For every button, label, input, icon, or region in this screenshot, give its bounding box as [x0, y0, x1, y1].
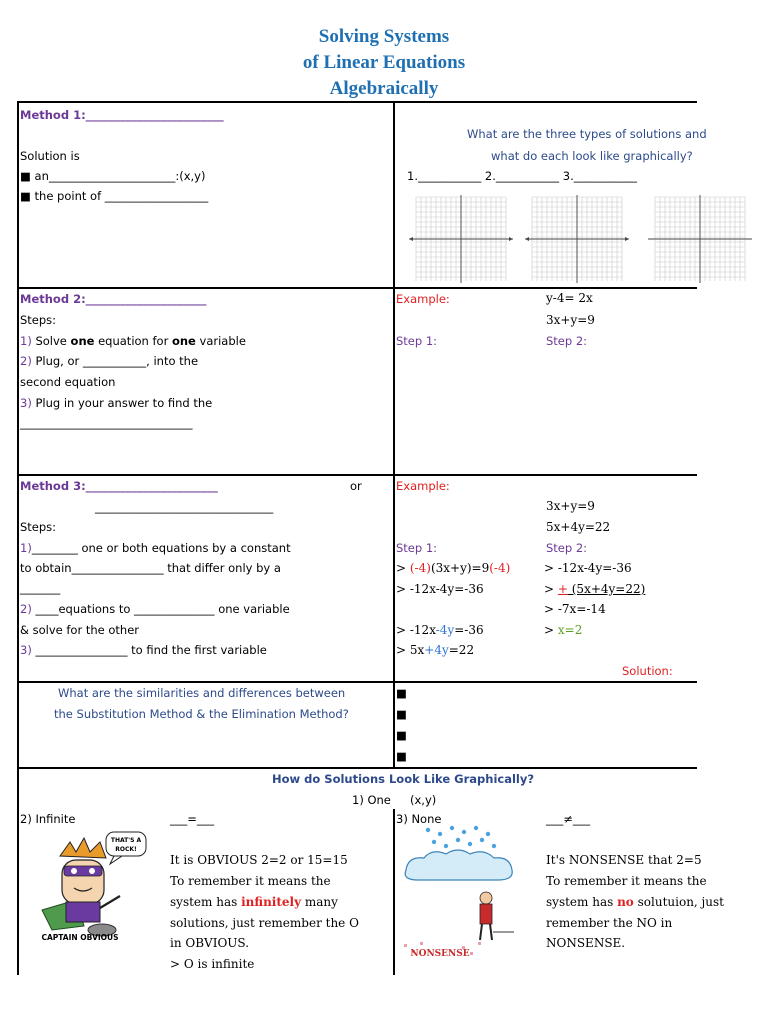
nonsense-caption: NONSENSE: [410, 949, 470, 959]
line-text: many: [301, 895, 338, 909]
highlighted-term: -4y: [435, 623, 455, 637]
method2-step1-label: Step 1:: [396, 334, 438, 348]
one-solution-label: 1) One: [352, 793, 391, 807]
emphasis-infinitely: infinitely: [241, 895, 302, 909]
compare-bullet: ■: [396, 728, 407, 742]
step-emphasis: one: [171, 334, 196, 348]
method2-step-3: [20, 396, 212, 410]
method3-step-2: [20, 602, 290, 616]
highlighted-term: +4y: [424, 643, 449, 657]
elimination-left-line-3: [396, 623, 484, 637]
step-text: Plug, or ___________, into the: [31, 354, 199, 368]
infinite-text-4: solutions, just remember the O: [170, 916, 359, 930]
line-text: >: [544, 623, 558, 637]
method3-steps: Steps:: [20, 520, 57, 534]
method3-blank-line: _______________________________: [95, 500, 274, 514]
step-number: 2): [20, 602, 32, 616]
hair-shape: [60, 838, 106, 858]
line-text: =-36: [454, 623, 484, 637]
mask-shape: [64, 866, 102, 876]
infinite-text-2: To remember it means the: [170, 874, 331, 888]
method1-bullet-2: ■ the point of __________________: [20, 189, 209, 203]
infinite-text-3: [170, 895, 338, 909]
elimination-right-line-1: > -12x-4y=-36: [544, 561, 632, 575]
method3-step2-label: Step 2:: [546, 541, 588, 555]
title-line-1: Solving Systems: [318, 26, 450, 47]
emphasis-no: no: [617, 895, 634, 909]
compare-bullet: ■: [396, 686, 407, 700]
grid-line: [17, 101, 697, 103]
elimination-right-line-3: > -7x=-14: [544, 602, 606, 616]
coordinate-grid-2: [522, 195, 632, 283]
method3-step-3: [20, 643, 267, 657]
elimination-right-line-2: [544, 582, 645, 596]
step-text: ____equations to ______________ one variable: [31, 602, 290, 616]
elimination-left-line-4: [396, 643, 474, 657]
grid-line: [17, 474, 697, 476]
grid-line: [17, 101, 19, 975]
grid-line: [393, 809, 395, 975]
line-text: (3x+y)=9: [430, 561, 490, 575]
line-text: system has: [546, 895, 618, 909]
bubble-line-2: ROCK!: [115, 846, 137, 853]
step-number: 1): [20, 541, 32, 555]
method2-label: Method 2:_____________________: [20, 292, 207, 306]
line-text: >: [396, 561, 410, 575]
method3-example-label: Example:: [396, 479, 450, 493]
captain-obvious-caption: CAPTAIN OBVIOUS: [41, 933, 119, 942]
captain-obvious-illustration: [36, 830, 148, 942]
method1-label: Method 1:________________________: [20, 108, 224, 122]
title-line-2: of Linear Equations: [302, 52, 466, 73]
method2-example-label: Example:: [396, 292, 450, 306]
infinite-text-5: in OBVIOUS.: [170, 936, 250, 950]
method2-equation-2: 3x+y=9: [546, 313, 595, 327]
method1-solution-is: Solution is: [20, 149, 80, 163]
cloud-shape: [405, 850, 512, 880]
method1-bullet-1: ■ an______________________:(x,y): [20, 169, 206, 183]
elimination-right-line-4: [544, 623, 582, 637]
method2-equation-1: y-4= 2x: [546, 291, 593, 305]
method2-step-2-cont: second equation: [20, 375, 116, 389]
elimination-left-line-2: > -12x-4y=-36: [396, 582, 484, 596]
line-text: >: [544, 582, 558, 596]
eye-shape: [71, 868, 77, 874]
bubble-line-1: THAT'S A: [110, 837, 142, 844]
none-text-4: remember the NO in: [546, 916, 673, 930]
method2-step-3-cont: ______________________________: [20, 416, 193, 430]
none-text-1: It's NONSENSE that 2=5: [546, 853, 702, 867]
step-text: equation for: [94, 334, 172, 348]
step-number: 1): [20, 334, 32, 348]
none-equation: ___≠___: [546, 812, 591, 826]
method3-step-1-cont2: _______: [20, 581, 61, 595]
step-emphasis: one: [70, 334, 95, 348]
line-text: =22: [448, 643, 475, 657]
step-number: 2): [20, 354, 32, 368]
step-text: ________ one or both equations by a constant: [31, 541, 291, 555]
step-text: Plug in your answer to find the: [31, 396, 213, 410]
method2-step-2: [20, 354, 198, 368]
infinite-label: 2) Infinite: [20, 812, 76, 826]
compare-question-line1: What are the similarities and differences between: [58, 686, 346, 700]
types-question-line1: What are the three types of solutions and: [467, 127, 707, 141]
step-number: 3): [20, 643, 32, 657]
compare-bullet: ■: [396, 749, 407, 763]
method2-step-1: [20, 334, 246, 348]
none-text-5: NONSENSE.: [546, 936, 626, 950]
person-head-shape: [480, 892, 492, 904]
axes: [648, 195, 752, 283]
coordinate-grid-3: [645, 195, 755, 283]
step-number: 3): [20, 396, 32, 410]
method3-step-2-cont: & solve for the other: [20, 623, 140, 637]
method3-equation-2: 5x+4y=22: [546, 520, 611, 534]
axes: [525, 195, 629, 283]
step-text: variable: [195, 334, 246, 348]
arm-shape: [100, 896, 120, 908]
none-text-3: [546, 895, 724, 909]
none-text-2: To remember it means the: [546, 874, 707, 888]
method3-solution-label: Solution:: [622, 664, 673, 678]
infinite-equation: ___=___: [170, 812, 215, 826]
graphically-heading: How do Solutions Look Like Graphically?: [272, 772, 535, 786]
infinite-text-6: > O is infinite: [170, 957, 255, 971]
method2-steps: Steps:: [20, 313, 57, 327]
method3-step-1: [20, 541, 291, 555]
line-text: system has: [170, 895, 242, 909]
step-text: Solve: [31, 334, 71, 348]
compare-bullet: ■: [396, 707, 407, 721]
one-solution-xy: (x,y): [410, 793, 437, 807]
infinite-text-1: It is OBVIOUS 2=2 or 15=15: [170, 853, 348, 867]
elimination-left-line-1: [396, 561, 510, 575]
person-legs-shape: [480, 924, 492, 940]
line-text: (5x+4y=22): [567, 582, 646, 596]
multiplier: (-4): [489, 561, 511, 575]
types-question-line2: what do each look like graphically?: [491, 149, 693, 163]
grid-line: [17, 287, 697, 289]
nonsense-illustration: [398, 822, 528, 964]
person-body-shape: [480, 904, 492, 924]
line-text: > 5x: [396, 643, 425, 657]
rain-drops: [426, 826, 496, 848]
body-shape: [66, 902, 100, 922]
coordinate-grid-1: [406, 195, 516, 283]
multiplier: (-4): [409, 561, 431, 575]
grid-line: [393, 101, 395, 767]
grid-line: [17, 681, 697, 683]
plus-sign: +: [557, 582, 568, 596]
method3-or: or: [350, 479, 362, 493]
method3-step1-label: Step 1:: [396, 541, 438, 555]
types-blanks: 1.___________ 2.___________ 3.___________: [407, 169, 637, 183]
axes: [409, 195, 513, 283]
method3-step-1-cont: to obtain________________ that differ only by a: [20, 561, 281, 575]
none-label: 3) None: [396, 812, 442, 826]
speech-bubble-tail: [110, 856, 122, 864]
title-line-3: Algebraically: [329, 78, 439, 99]
grid-line: [17, 767, 697, 769]
eye-shape: [89, 868, 95, 874]
method3-label: Method 3:_______________________: [20, 479, 218, 493]
result-value: x=2: [557, 623, 583, 637]
method2-step2-label: Step 2:: [546, 334, 588, 348]
compare-question-line2: the Substitution Method & the Elimination Method?: [54, 707, 349, 721]
step-text: ________________ to find the first variable: [31, 643, 267, 657]
method3-equation-1: 3x+y=9: [546, 499, 595, 513]
line-text: solutuion, just: [633, 895, 724, 909]
line-text: > -12x: [396, 623, 436, 637]
